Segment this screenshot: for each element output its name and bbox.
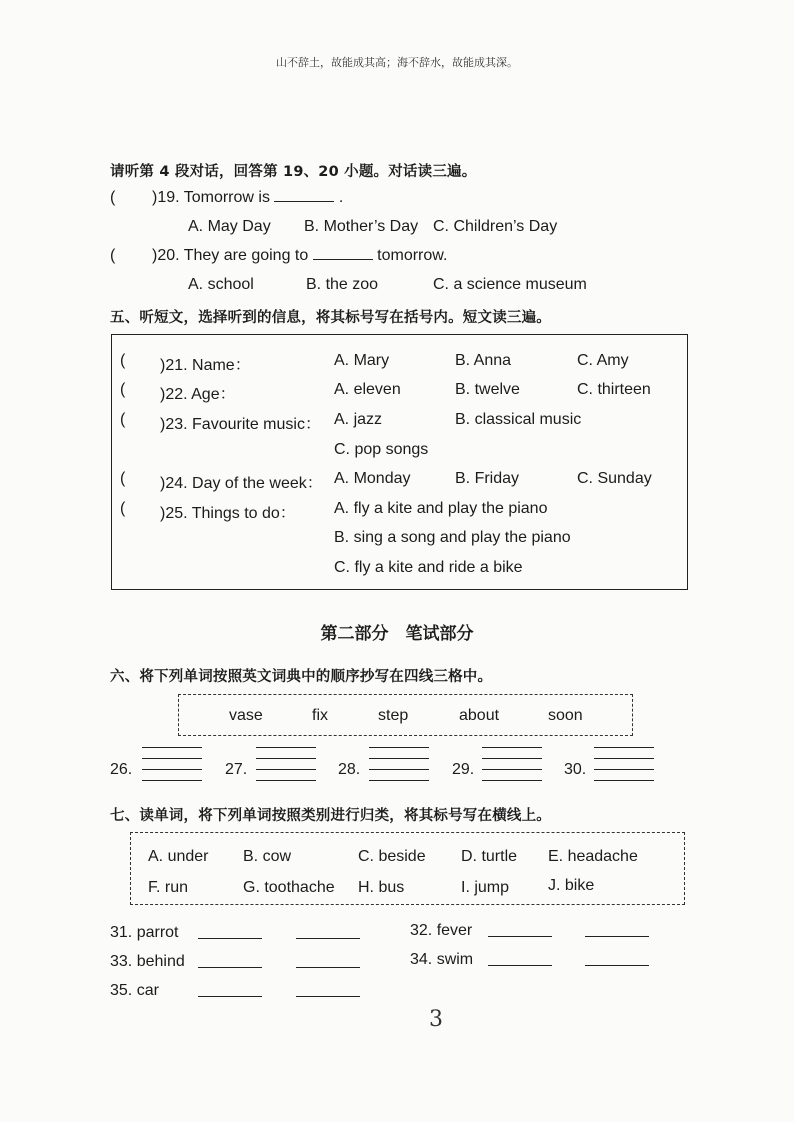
classify-32: 32. fever: [410, 922, 473, 939]
q23-paren: (: [120, 411, 126, 428]
q22-option-c: C. thirteen: [577, 381, 651, 398]
option-e: E. headache: [548, 848, 638, 865]
q22-option-a: A. eleven: [334, 381, 401, 398]
q25-option-c: C. fly a kite and ride a bike: [334, 559, 523, 576]
q21-label: )21. Name：: [160, 357, 251, 374]
q24-option-b: B. Friday: [455, 470, 520, 487]
q23-option-a: A. jazz: [334, 411, 383, 428]
word-about: about: [459, 707, 500, 724]
q19-after: .: [338, 189, 344, 206]
section-6-title: 六、将下列单词按照英文词典中的顺序抄写在四线三格中。: [110, 669, 493, 685]
word-soon: soon: [548, 707, 583, 724]
option-c: C. beside: [358, 848, 426, 865]
q19-blank[interactable]: [274, 189, 334, 202]
q19-paren: (: [110, 189, 116, 206]
q20-stem: [152, 247, 447, 265]
option-g: G. toothache: [243, 879, 335, 896]
part-2-title: 第二部分 笔试部分: [320, 624, 474, 644]
word-vase: vase: [229, 707, 263, 724]
option-f: F. run: [148, 879, 189, 896]
q20-option-a: A. school: [188, 276, 254, 293]
answer-line-31a[interactable]: [198, 938, 262, 939]
q25-option-a: A. fly a kite and play the piano: [334, 500, 548, 517]
q23-option-b: B. classical music: [455, 411, 582, 428]
four-line-grid-27[interactable]: [256, 747, 316, 781]
q19-option-a: A. May Day: [188, 218, 271, 235]
four-line-grid-29[interactable]: [482, 747, 542, 781]
option-b: B. cow: [243, 848, 292, 865]
q19-option-c: C. Children’s Day: [433, 218, 558, 235]
classify-35: 35. car: [110, 982, 159, 999]
page-header-motto: 山不辞土，故能成其高；海不辞水，故能成其深。: [276, 56, 518, 69]
q21-paren: (: [120, 352, 126, 369]
q19-number: )19. Tomorrow is: [152, 189, 270, 206]
q20-paren: (: [110, 247, 116, 264]
page-number: 3: [429, 1007, 443, 1032]
answer-line-34b[interactable]: [585, 965, 649, 966]
q24-option-a: A. Monday: [334, 470, 411, 487]
q19-option-b: B. Mother’s Day: [304, 218, 419, 235]
q20-blank[interactable]: [313, 247, 373, 260]
grid-num-29: 29.: [452, 761, 475, 778]
q20-after: tomorrow.: [377, 247, 448, 264]
section-4-instruction: 请听第 4 段对话，回答第 19、20 小题。对话读三遍。: [110, 164, 477, 180]
q25-label: )25. Things to do：: [160, 505, 296, 522]
q22-paren: (: [120, 381, 126, 398]
q22-label: )22. Age：: [160, 386, 236, 403]
q20-option-c: C. a science museum: [433, 276, 587, 293]
q24-option-c: C. Sunday: [577, 470, 652, 487]
q20-option-b: B. the zoo: [306, 276, 379, 293]
q25-option-b: B. sing a song and play the piano: [334, 529, 571, 546]
option-i: I. jump: [461, 879, 510, 896]
classify-34: 34. swim: [410, 951, 474, 968]
classify-31: 31. parrot: [110, 924, 179, 941]
q20-number: )20. They are going to: [152, 247, 309, 264]
section-5-title: 五、听短文，选择听到的信息，将其标号写在括号内。短文读三遍。: [110, 310, 551, 326]
q25-paren: (: [120, 500, 126, 517]
four-line-grid-26[interactable]: [142, 747, 202, 781]
q24-paren: (: [120, 470, 126, 487]
q21-option-b: B. Anna: [455, 352, 512, 369]
q21-option-c: C. Amy: [577, 352, 629, 369]
grid-num-27: 27.: [225, 761, 248, 778]
q19-stem: [152, 189, 343, 207]
answer-line-34a[interactable]: [488, 965, 552, 966]
four-line-grid-30[interactable]: [594, 747, 654, 781]
grid-num-26: 26.: [110, 761, 133, 778]
four-line-grid-28[interactable]: [369, 747, 429, 781]
section-7-title: 七、读单词，将下列单词按照类别进行归类，将其标号写在横线上。: [110, 808, 551, 824]
answer-line-31b[interactable]: [296, 938, 360, 939]
answer-line-35b[interactable]: [296, 996, 360, 997]
option-a: A. under: [148, 848, 209, 865]
q22-option-b: B. twelve: [455, 381, 520, 398]
word-step: step: [378, 707, 409, 724]
q23-option-c: C. pop songs: [334, 441, 429, 458]
answer-line-35a[interactable]: [198, 996, 262, 997]
q24-label: )24. Day of the week：: [160, 475, 323, 492]
classify-33: 33. behind: [110, 953, 185, 970]
q21-option-a: A. Mary: [334, 352, 390, 369]
q23-label: )23. Favourite music：: [160, 416, 321, 433]
grid-num-28: 28.: [338, 761, 361, 778]
answer-line-33b[interactable]: [296, 967, 360, 968]
answer-line-32a[interactable]: [488, 936, 552, 937]
option-d: D. turtle: [461, 848, 518, 865]
option-h: H. bus: [358, 879, 405, 896]
word-fix: fix: [312, 707, 328, 724]
grid-num-30: 30.: [564, 761, 587, 778]
answer-line-33a[interactable]: [198, 967, 262, 968]
options-box: [130, 832, 685, 905]
option-j: J. bike: [548, 877, 595, 894]
answer-line-32b[interactable]: [585, 936, 649, 937]
